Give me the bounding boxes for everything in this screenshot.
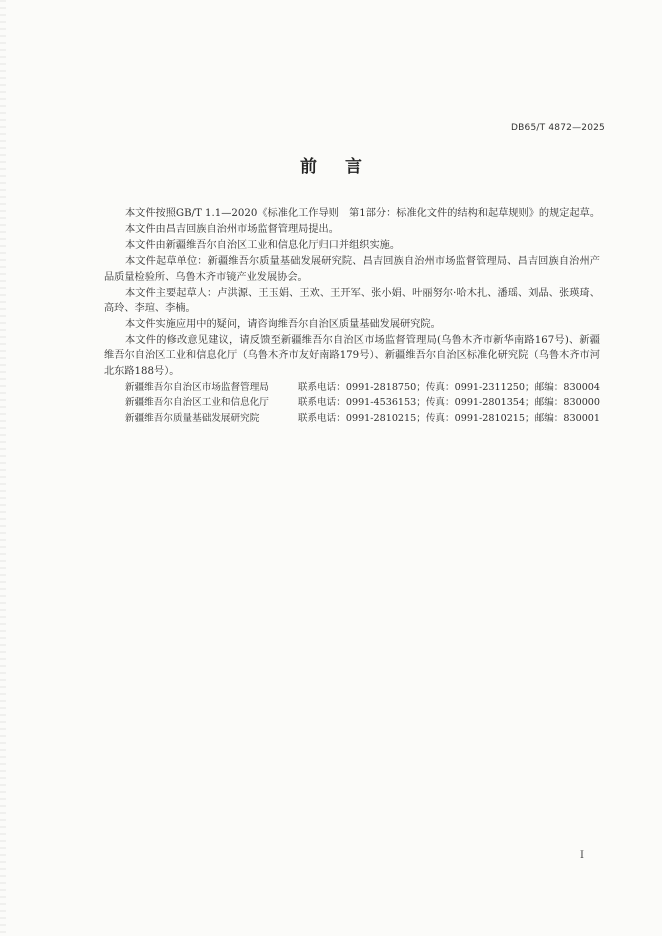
paragraph-inquiries: 本文件实施应用中的疑问，请咨询维吾尔自治区质量基础发展研究院。: [125, 319, 441, 331]
page-number: I: [580, 850, 584, 861]
title-char-1: 前: [300, 157, 317, 177]
contact-info: 联系电话：0991-2810215；传真：0991-2810215；邮编：830001: [297, 412, 600, 424]
contact-info: 联系电话：0991-2818750；传真：0991-2311250；邮编：830004: [297, 382, 600, 394]
contact-info: 联系电话：0991-4536153；传真：0991-2801354；邮编：830000: [297, 397, 600, 409]
foreword-body: [104, 206, 600, 426]
paragraph-proposer: 本文件由昌吉回族自治州市场监督管理局提出。: [125, 224, 339, 236]
scan-edge-artifact: [0, 0, 6, 936]
page-title: [0, 152, 662, 177]
contact-org: 新疆维吾尔质量基础发展研究院: [125, 412, 260, 424]
paragraph-feedback: 本文件的修改意见建议，请反馈至新疆维吾尔自治区市场监督管理局(乌鲁木齐市新华南路167号)、新疆维吾尔自治区工业和信息化厅（乌鲁木齐市友好南路179号）、新疆维吾尔自治区标准化研究院（乌鲁木齐市河北东路188号）。: [104, 335, 600, 377]
document-code: DB65/T 4872—2025: [511, 123, 605, 133]
contact-row: [104, 380, 600, 395]
contact-row: [104, 395, 600, 410]
paragraph-administrator: 本文件由新疆维吾尔自治区工业和信息化厅归口并组织实施。: [125, 240, 401, 252]
paragraph-drafters: 本文件主要起草人：卢洪源、王玉娟、王欢、王开军、张小娟、叶丽努尔·哈木扎、潘瑶、刘晶、张瑛琦、高玲、李瑄、李楠。: [104, 287, 600, 314]
paragraph-drafting-rules: 本文件按照GB/T 1.1—2020《标准化工作导则 第1部分：标准化文件的结构和起草规则》的规定起草。: [125, 208, 601, 219]
contact-list: [104, 380, 600, 426]
title-char-2: 言: [345, 157, 362, 177]
contact-org: 新疆维吾尔自治区市场监督管理局: [125, 382, 269, 394]
contact-org: 新疆维吾尔自治区工业和信息化厅: [125, 397, 269, 409]
contact-row: [104, 411, 600, 426]
paragraph-drafting-units: 本文件起草单位：新疆维吾尔质量基础发展研究院、昌吉回族自治州市场监督管理局、昌吉回族自治州产品质量检验所、乌鲁木齐市镜产业发展协会。: [104, 256, 600, 283]
